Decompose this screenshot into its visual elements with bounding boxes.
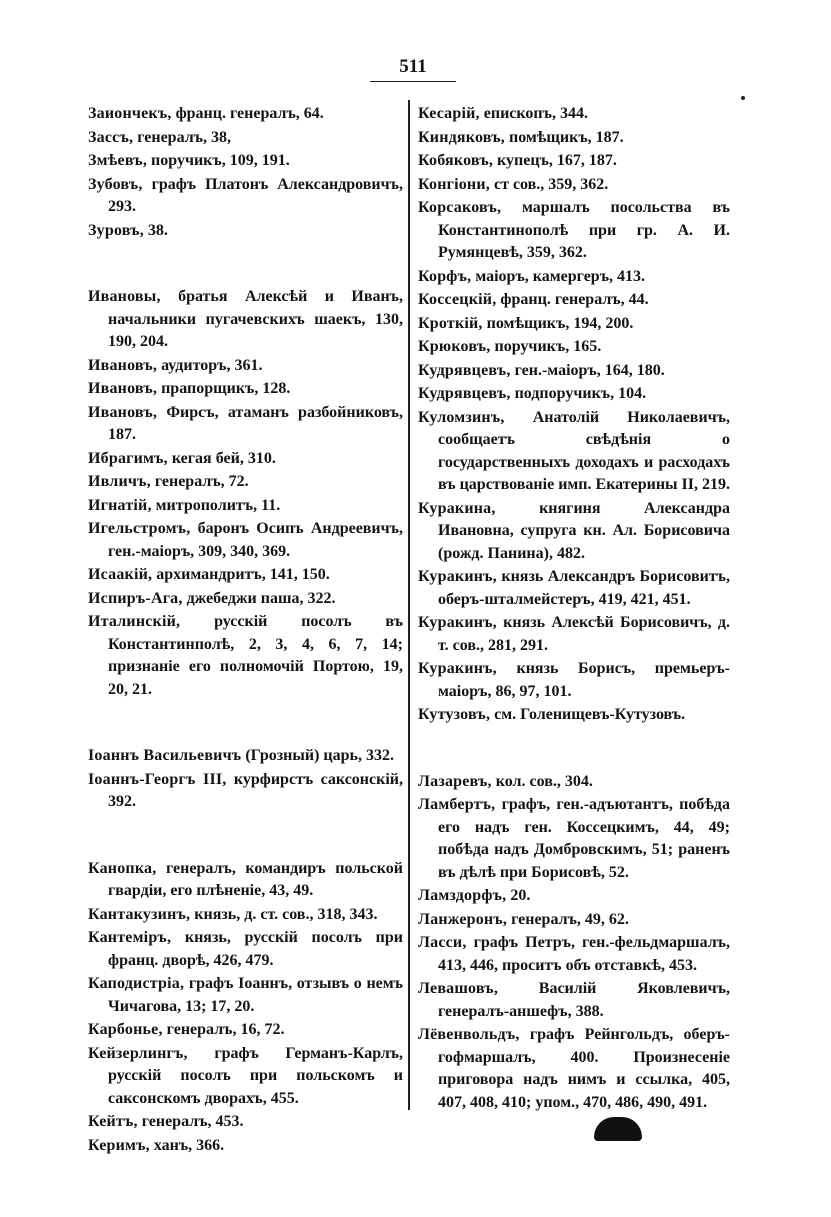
- entry-head: Ласси,: [418, 934, 467, 951]
- index-entry: [418, 932, 730, 977]
- entry-text: князь, русскій посолъ при франц. дворѣ, 426, 479.: [108, 929, 404, 969]
- entry-text: кол. сов., 304.: [495, 772, 593, 790]
- entry-text: генералъ, 453.: [141, 1113, 244, 1130]
- entry-head: Ивличъ,: [88, 473, 151, 490]
- index-entry: [88, 355, 403, 378]
- entry-text: маіоръ, камергеръ, 413.: [475, 267, 646, 285]
- entry-text: генералъ, командиръ польской гвардіи, его плѣненіе, 43, 49.: [108, 859, 404, 899]
- ink-blot: [594, 1117, 642, 1141]
- ink-dot: [741, 96, 745, 100]
- entry-head: Конгіони,: [418, 175, 490, 193]
- entry-text: князь Борисъ, премьеръ-маіоръ, 86, 97, 101.: [438, 660, 731, 700]
- index-entry: [88, 1135, 403, 1158]
- entry-text: архимандритъ, 141, 150.: [156, 566, 330, 583]
- entry-text: князь Алексѣй Борисовичъ, д. т. сов., 281, 291.: [438, 614, 731, 654]
- index-entry: [418, 566, 730, 611]
- entry-text: маршалъ посольства въ Константинополѣ при гр. А. И. Румянцевѣ, 359, 362.: [438, 199, 731, 261]
- entry-head: Крюковъ,: [418, 338, 491, 355]
- entry-head: Игнатій,: [88, 496, 152, 514]
- index-entry: [88, 588, 403, 611]
- entry-head: Зуровъ,: [88, 221, 144, 239]
- index-entry: [418, 383, 730, 406]
- index-entry: [418, 174, 730, 197]
- entry-text: Фирсъ, атаманъ разбойниковъ, 187.: [108, 403, 403, 443]
- entry-text: князь Александръ Борисовитъ, оберъ-шталмейстеръ, 419, 421, 451.: [438, 568, 731, 608]
- entry-head: Кудрявцевъ,: [418, 385, 511, 402]
- index-entry: [418, 658, 730, 703]
- entry-text: франц. генералъ, 44.: [500, 291, 649, 308]
- entry-text: помѣщикъ, 194, 200.: [486, 314, 634, 332]
- entry-text: русскій посолъ въ Константинполѣ, 2, 3, 4, 6, 7, 14; признаніе его полномочій Портою, 19, 20, 21.: [108, 613, 403, 698]
- index-entry: [418, 885, 730, 908]
- index-entry: [418, 103, 730, 126]
- entry-head: Киндяковъ,: [418, 128, 505, 146]
- entry-head: Кобяковъ,: [418, 152, 494, 169]
- entry-text: епископъ, 344.: [483, 105, 588, 122]
- entry-head: Куракинъ,: [418, 614, 497, 631]
- entry-text: купецъ, 167, 187.: [497, 152, 617, 169]
- index-entry: [88, 150, 403, 173]
- entry-head: Лёвенвольдъ,: [418, 1026, 520, 1043]
- entry-text: (Грозный) царь, 332.: [245, 747, 395, 764]
- index-entry: [418, 498, 730, 566]
- index-entry: [88, 927, 403, 972]
- entry-head: Ивановы,: [88, 288, 161, 305]
- entry-text: аудиторъ, 361.: [161, 356, 263, 374]
- entry-text: генералъ, 38,: [137, 128, 232, 146]
- entry-text: помѣщикъ, 187.: [508, 128, 624, 146]
- entry-head: Испиръ-Ага,: [88, 589, 183, 607]
- entry-head: Канопка,: [88, 859, 157, 877]
- index-entry: [418, 1024, 730, 1114]
- entry-head: Италинскій,: [88, 613, 181, 630]
- section-gap: [88, 243, 403, 286]
- index-entry: [88, 518, 403, 563]
- section-gap: [88, 815, 403, 858]
- entry-head: Ланжеронъ,: [418, 910, 508, 928]
- index-entry: [418, 127, 730, 150]
- entry-text: ген.-маіоръ, 164, 180.: [514, 361, 665, 379]
- entry-text: подпоручикъ, 104.: [514, 385, 647, 402]
- index-entry: [418, 978, 730, 1023]
- index-entry: [88, 495, 403, 518]
- entry-head: Куломзинъ,: [418, 408, 505, 426]
- page-number: 511: [370, 56, 456, 82]
- entry-text: графъ Платонъ Александровичъ, 293.: [108, 175, 403, 215]
- index-entry: [88, 564, 403, 587]
- entry-head: Каподистріа,: [88, 975, 185, 992]
- index-entry: [88, 286, 403, 354]
- index-entry: [418, 336, 730, 359]
- index-entry: [418, 150, 730, 173]
- entry-head: Керимъ,: [88, 1136, 150, 1154]
- entry-text: джебеджи паша, 322.: [186, 589, 336, 607]
- index-entry: [88, 402, 403, 447]
- section-gap: [88, 702, 403, 745]
- entry-text: см. Голенищевъ-Кутузовъ.: [494, 706, 686, 723]
- entry-head: Ивановъ,: [88, 356, 158, 374]
- entry-text: графъ, ген.-адъютантъ, побѣда его надъ ген. Коссецкимъ, 44, 49; побѣда надъ Домбровскимъ, 51; раненъ въ дѣлѣ при Борисовѣ, 52.: [438, 796, 731, 881]
- entry-head: Ивановъ,: [88, 403, 158, 421]
- entry-text: поручикъ, 165.: [494, 338, 602, 355]
- index-entry: [88, 1019, 403, 1042]
- entry-head: Игельстромъ,: [88, 520, 191, 537]
- index-entry: [418, 909, 730, 932]
- index-entry: [88, 174, 403, 219]
- entry-head: Кроткій,: [418, 314, 483, 332]
- entry-head: Кутузовъ,: [418, 706, 491, 723]
- entry-text: графъ Рейнгольдъ, оберъ-гофмаршалъ, 400. Произнесеніе приговора надъ нимъ и ссылка, 405, 407, 408, 410; упом., 470, 486, 490, 491.: [438, 1026, 730, 1111]
- entry-head: Ибрагимъ,: [88, 449, 168, 467]
- entry-text: баронъ Осипъ Андреевичъ, ген.-маіоръ, 309, 340, 369.: [108, 520, 404, 560]
- index-entry: [88, 471, 403, 494]
- entry-text: графъ Германъ-Карлъ, русскій посолъ при польскомъ и саксонскомъ дворахъ, 455.: [108, 1044, 403, 1107]
- entry-text: франц. генералъ, 64.: [175, 105, 324, 122]
- right-index-column: [418, 103, 730, 1115]
- entry-head: Коссецкій,: [418, 291, 497, 308]
- entry-head: Ламздорфъ,: [418, 887, 507, 904]
- index-entry: [88, 745, 403, 768]
- entry-head: Карбонье,: [88, 1021, 163, 1038]
- entry-text: курфирстъ саксонскій, 392.: [108, 770, 404, 810]
- index-entry: [418, 313, 730, 336]
- entry-text: генералъ, 72.: [154, 473, 249, 490]
- entry-text: ст сов., 359, 362.: [493, 175, 609, 193]
- entry-head: Кейтъ,: [88, 1113, 138, 1130]
- index-entry: [418, 704, 730, 727]
- entry-head: Змѣевъ,: [88, 152, 148, 169]
- entry-head: Кейзерлингъ,: [88, 1044, 188, 1062]
- entry-text: генералъ, 16, 72.: [166, 1021, 285, 1038]
- entry-head: Корфъ,: [418, 267, 472, 285]
- entry-head: Іоаннъ-Георгъ III,: [88, 770, 227, 788]
- entry-head: Зассъ,: [88, 128, 134, 146]
- index-entry: [418, 771, 730, 794]
- index-entry: [88, 1111, 403, 1134]
- entry-text: митрополитъ, 11.: [155, 496, 281, 514]
- entry-head: Ламбертъ,: [418, 796, 496, 813]
- index-entry: [418, 360, 730, 383]
- entry-head: Лазаревъ,: [418, 772, 492, 790]
- index-entry: [88, 858, 403, 903]
- entry-text: князь, д. ст. сов., 318, 343.: [194, 905, 378, 923]
- index-entry: [88, 611, 403, 701]
- entry-text: княгиня Александра Ивановна, супруга кн. Ал. Борисовича (рожд. Панина), 482.: [438, 499, 730, 562]
- entry-head: Кантеміръ,: [88, 929, 172, 946]
- index-entry: [88, 103, 403, 126]
- entry-text: Анатолій Николаевичъ, сообщаетъ свѣдѣнія о государственныхъ доходахъ и расходахъ въ царствованіе имп. Екатерины II, 219.: [438, 408, 731, 493]
- entry-head: Куракинъ,: [418, 568, 497, 585]
- index-entry: [88, 127, 403, 150]
- index-entry: [88, 448, 403, 471]
- index-entry: [88, 220, 403, 243]
- entry-text: ханъ, 366.: [153, 1136, 225, 1154]
- index-entry: [418, 612, 730, 657]
- section-gap: [418, 728, 730, 771]
- entry-text: Василій Яковлевичъ, генералъ-аншефъ, 388.: [438, 980, 730, 1020]
- index-entry: [418, 266, 730, 289]
- entry-text: графъ Петръ, ген.-фельдмаршалъ, 413, 446, проситъ объ отставкѣ, 453.: [438, 934, 731, 974]
- entry-text: графъ Іоаннъ, отзывъ о немъ Чичагова, 13; 17, 20.: [108, 975, 404, 1015]
- entry-head: Заиончекъ,: [88, 105, 172, 122]
- index-entry: [418, 794, 730, 884]
- entry-head: Исаакій,: [88, 566, 153, 583]
- left-index-column: [88, 103, 403, 1158]
- entry-head: Кудрявцевъ,: [418, 361, 511, 379]
- entry-head: Кантакузинъ,: [88, 905, 191, 923]
- entry-text: прапорщикъ, 128.: [161, 380, 291, 397]
- entry-head: Куракинъ,: [418, 660, 497, 677]
- entry-head: Кесарій,: [418, 105, 480, 122]
- index-entry: [88, 973, 403, 1018]
- index-entry: [418, 197, 730, 265]
- entry-text: генералъ, 49, 62.: [511, 910, 629, 928]
- entry-head: Корсаковъ,: [418, 199, 502, 216]
- entry-text: поручикъ, 109, 191.: [151, 152, 290, 169]
- index-entry: [88, 378, 403, 401]
- index-entry: [418, 407, 730, 497]
- entry-text: 20.: [510, 887, 531, 904]
- index-entry: [418, 289, 730, 312]
- index-entry: [88, 769, 403, 814]
- entry-head: Іоаннъ Васильевичъ: [88, 747, 242, 764]
- column-divider: [408, 100, 410, 1110]
- entry-text: кегая бей, 310.: [171, 449, 276, 467]
- entry-head: Куракина,: [418, 499, 496, 517]
- entry-text: братья Алексѣй и Иванъ, начальники пугачевскихъ шаекъ, 130, 190, 204.: [108, 288, 404, 350]
- index-entry: [88, 904, 403, 927]
- entry-head: Левашовъ,: [418, 980, 499, 997]
- entry-head: Зубовъ,: [88, 175, 143, 193]
- entry-head: Ивановъ,: [88, 380, 158, 397]
- index-entry: [88, 1043, 403, 1111]
- entry-text: 38.: [147, 221, 168, 239]
